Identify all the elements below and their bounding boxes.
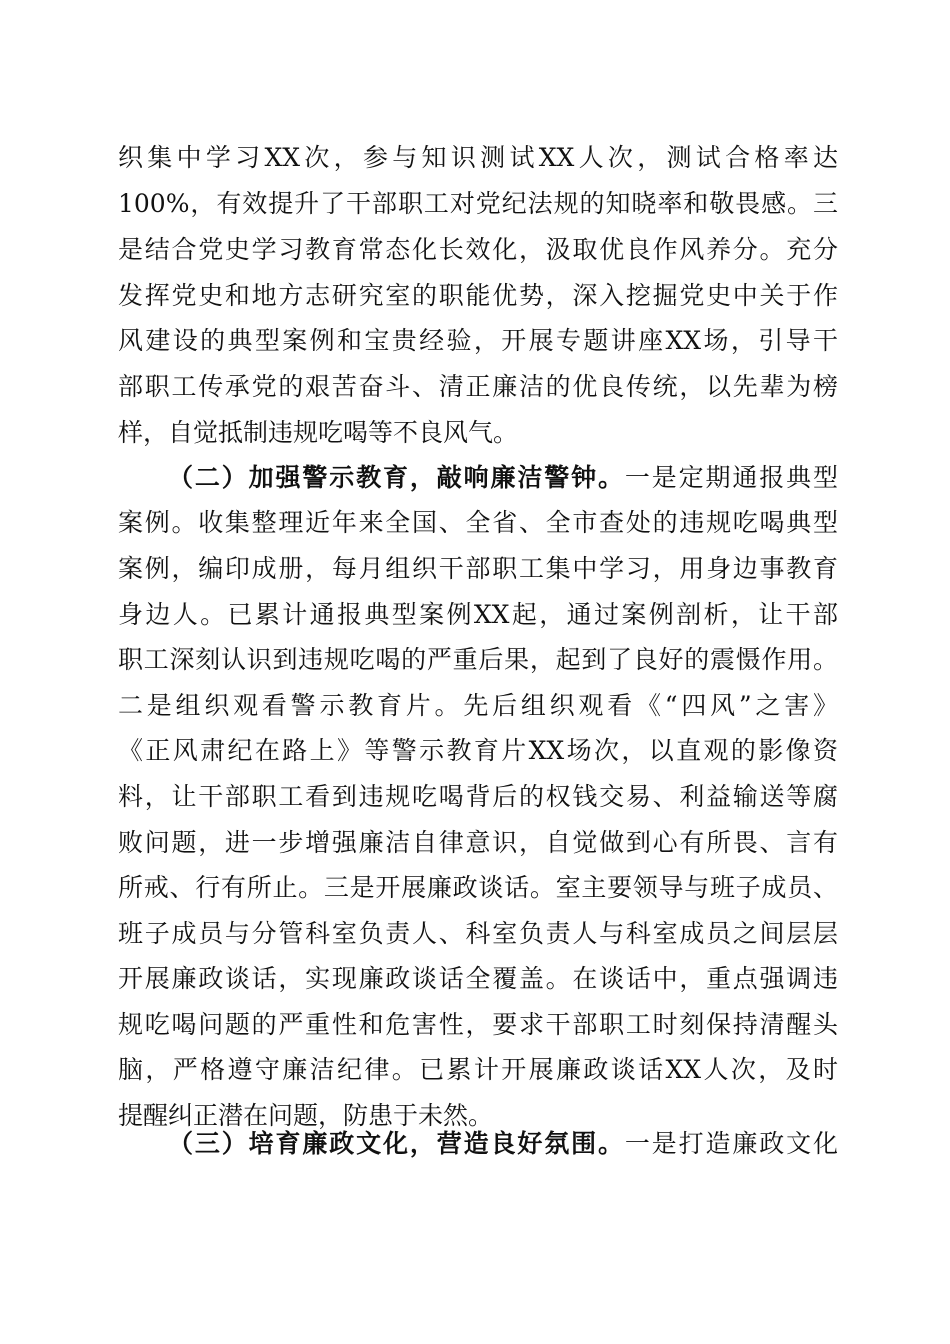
text-line-16: 败问题，进一步增强廉洁自律意识，自觉做到心有所畏、言有 [118,828,838,857]
text-line-9: 案例。收集整理近年来全国、全省、全市查处的违规吃喝典型 [118,508,838,537]
section-heading-2: （二）加强警示教育，敲响廉洁警钟。 [168,463,625,492]
text-line-4: 发挥党史和地方志研究室的职能优势，深入挖掘党史中关于作 [118,281,838,310]
text-line-12: 职工深刻认识到违规吃喝的严重后果，起到了良好的震慑作用。 [118,645,838,674]
text-line-21: 脑，严格遵守廉洁纪律。已累计开展廉政谈话XX人次，及时 [118,1055,838,1084]
text-line-10: 案例，编印成册，每月组织干部职工集中学习，用身边事教育 [118,554,838,583]
text-line-3: 是结合党史学习教育常态化长效化，汲取优良作风养分。充分 [118,235,838,264]
text-line-11: 身边人。已累计通报典型案例XX起，通过案例剖析，让干部 [118,600,838,629]
text-line-1: 织集中学习XX次，参与知识测试XX人次，测试合格率达 [118,143,838,172]
text-line-14: 《正风肃纪在路上》等警示教育片XX场次，以直观的影像资 [118,736,838,765]
text-line-5: 风建设的典型案例和宝贵经验，开展专题讲座XX场，引导干 [118,326,838,355]
text-line-19: 开展廉政谈话，实现廉政谈话全覆盖。在谈话中，重点强调违 [118,964,838,993]
section-heading-3: （三）培育廉政文化，营造良好氛围。 [168,1129,625,1158]
text-line-18: 班子成员与分管科室负责人、科室负责人与科室成员之间层层 [118,919,838,948]
text-line-2: 100%，有效提升了干部职工对党纪法规的知晓率和敬畏感。三 [118,189,838,218]
text-line-15: 料，让干部职工看到违规吃喝背后的权钱交易、利益输送等腐 [118,782,838,811]
section-heading-2-line [168,460,838,496]
section-3-start-text: 一是打造廉政文化 [624,1129,838,1158]
text-line-6: 部职工传承党的艰苦奋斗、清正廉洁的优良传统，以先辈为榜 [118,372,838,401]
text-line-13: 二是组织观看警示教育片。先后组织观看《“四风”之害》 [118,691,838,720]
text-line-20: 规吃喝问题的严重性和危害性，要求干部职工时刻保持清醒头 [118,1010,838,1039]
text-line-22: 提醒纠正潜在问题，防患于未然。 [118,1101,494,1130]
section-heading-3-line [168,1126,838,1162]
section-2-start-text: 一是定期通报典型 [624,463,838,492]
text-line-17: 所戒、行有所止。三是开展廉政谈话。室主要领导与班子成员、 [118,873,838,902]
text-line-7: 样，自觉抵制违规吃喝等不良风气。 [118,418,519,447]
